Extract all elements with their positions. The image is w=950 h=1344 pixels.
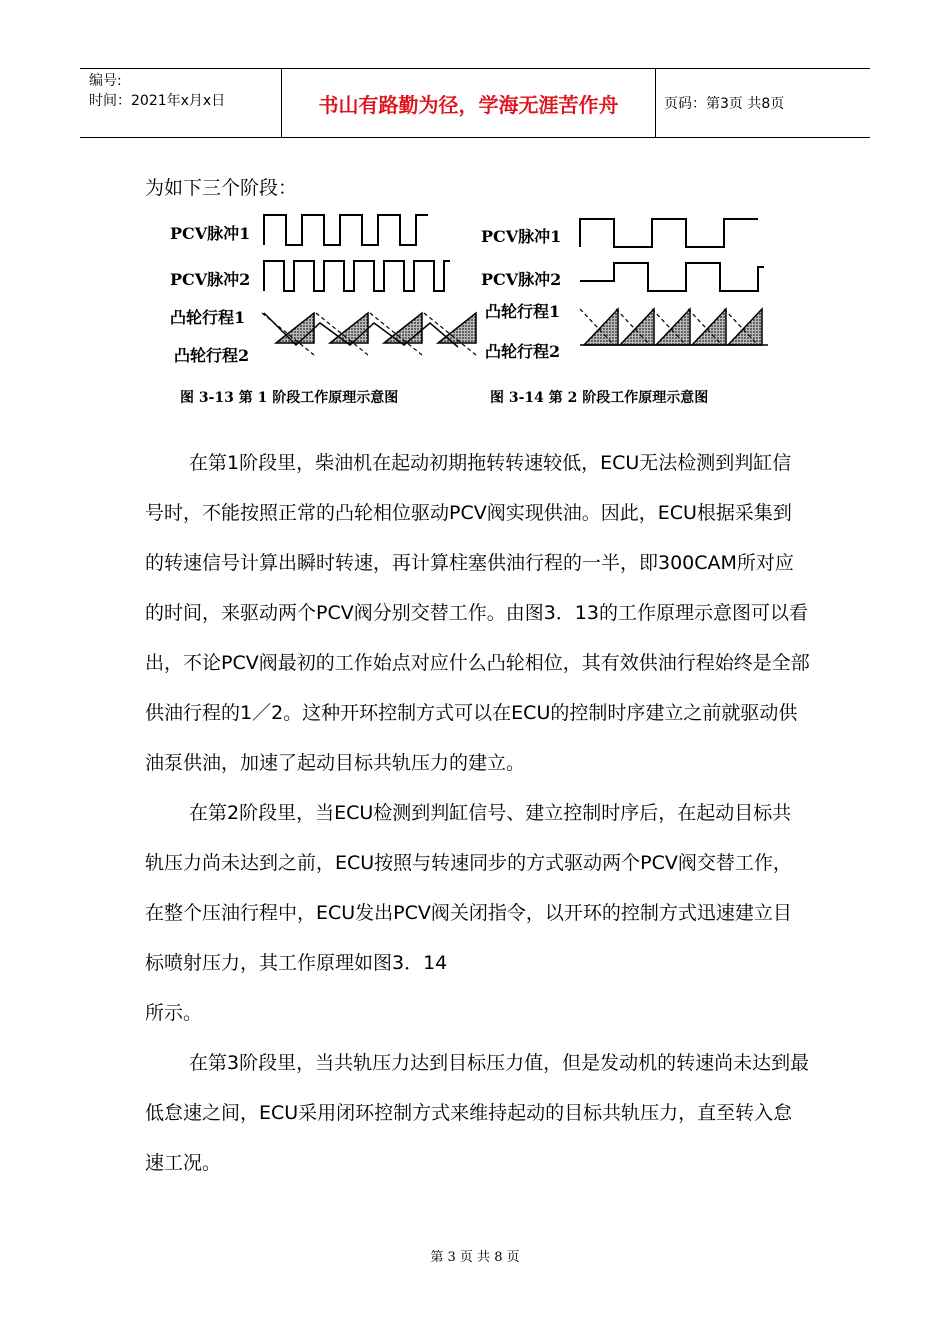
fig2-cam-hatch [728, 309, 762, 345]
fig1-pcv2-wave [264, 261, 450, 291]
header-motto: 书山有路勤为径，学海无涯苦作舟 [282, 69, 656, 137]
fig1-cam-hatch [438, 313, 476, 343]
fig2-label-cam2: 凸轮行程2 [485, 342, 561, 361]
paragraph-stage3: 在第3阶段里，当共轨压力达到目标压力值，但是发动机的转速尚未达到最低怠速之间，ECU采用闭环控制方式来维持起动的目标共轨压力，直至转入怠速工况。 [145, 1052, 810, 1174]
paragraph-stage1: 在第1阶段里，柴油机在起动初期拖转转速较低，ECU无法检测到判缸信号时，不能按照正常的凸轮相位驱动PCV阀实现供油。因此，ECU根据采集到的转速信号计算出瞬时转速，再计算柱塞供油行程的一半，即300CAM所对应的时间，来驱动两个PCV阀分别交替工作。由图3．13的工作原理示意图可以看出，不论PCV阀最初的工作始点对应什么凸轮相位，其有效供油行程始终是全部供油行程的1／2。这种开环控制方式可以在ECU的控制时序建立之前就驱动供油泵供油，加速了起动目标共轨压力的建立。 [145, 452, 810, 774]
fig1-label-pcv1: PCV脉冲1 [170, 224, 251, 243]
fig1-caption: 图 3-13 第 1 阶段工作原理示意图 [180, 390, 399, 406]
header-info-cell [80, 69, 282, 137]
fig2-pcv2-wave [580, 263, 764, 291]
figures [168, 205, 778, 413]
fig1-label-pcv2: PCV脉冲2 [170, 270, 251, 289]
fig2-cam-hatch [656, 309, 690, 345]
fig2-label-pcv2: PCV脉冲2 [481, 270, 562, 289]
paragraph-stage2: 在第2阶段里，当ECU检测到判缸信号、建立控制时序后，在起动目标共轨压力尚未达到之前，ECU按照与转速同步的方式驱动两个PCV阀交替工作，在整个压油行程中，ECU发出PCV阀关闭指令，以开环的控制方式迅速建立目标喷射压力，其工作原理如图3．14 [145, 802, 792, 974]
page-footer: 第 3 页 共 8 页 [430, 1250, 520, 1265]
serial-label: 编号: [89, 73, 122, 89]
paragraph-stage2-end: 所示。 [145, 1002, 203, 1024]
fig2-waveforms [580, 219, 768, 345]
fig1-label-cam1: 凸轮行程1 [170, 308, 246, 327]
fig2-cam-hatch [620, 309, 654, 345]
fig1-cam-hatch [384, 313, 422, 343]
intro-line: 为如下三个阶段： [145, 177, 298, 199]
fig2-cam-hatch [584, 309, 618, 345]
fig2-caption: 图 3-14 第 2 阶段工作原理示意图 [490, 390, 709, 406]
fig1-cam-hatch [276, 313, 314, 343]
fig2-label-pcv1: PCV脉冲1 [481, 227, 562, 246]
fig2-cam-hatch [692, 309, 726, 345]
header-page-label: 页码：第3页 共8页 [664, 96, 785, 112]
body-text [145, 438, 810, 1188]
fig2-label-cam1: 凸轮行程1 [485, 302, 561, 321]
fig2-pcv1-wave [580, 219, 758, 247]
fig1-pcv1-wave [264, 215, 428, 245]
date-label: 时间：2021年x月x日 [89, 93, 226, 109]
fig1-cam-hatch [330, 313, 368, 343]
waveform-figures [168, 205, 778, 413]
fig1-waveforms [262, 215, 476, 355]
header-table [80, 68, 870, 138]
fig1-label-cam2: 凸轮行程2 [174, 346, 250, 365]
